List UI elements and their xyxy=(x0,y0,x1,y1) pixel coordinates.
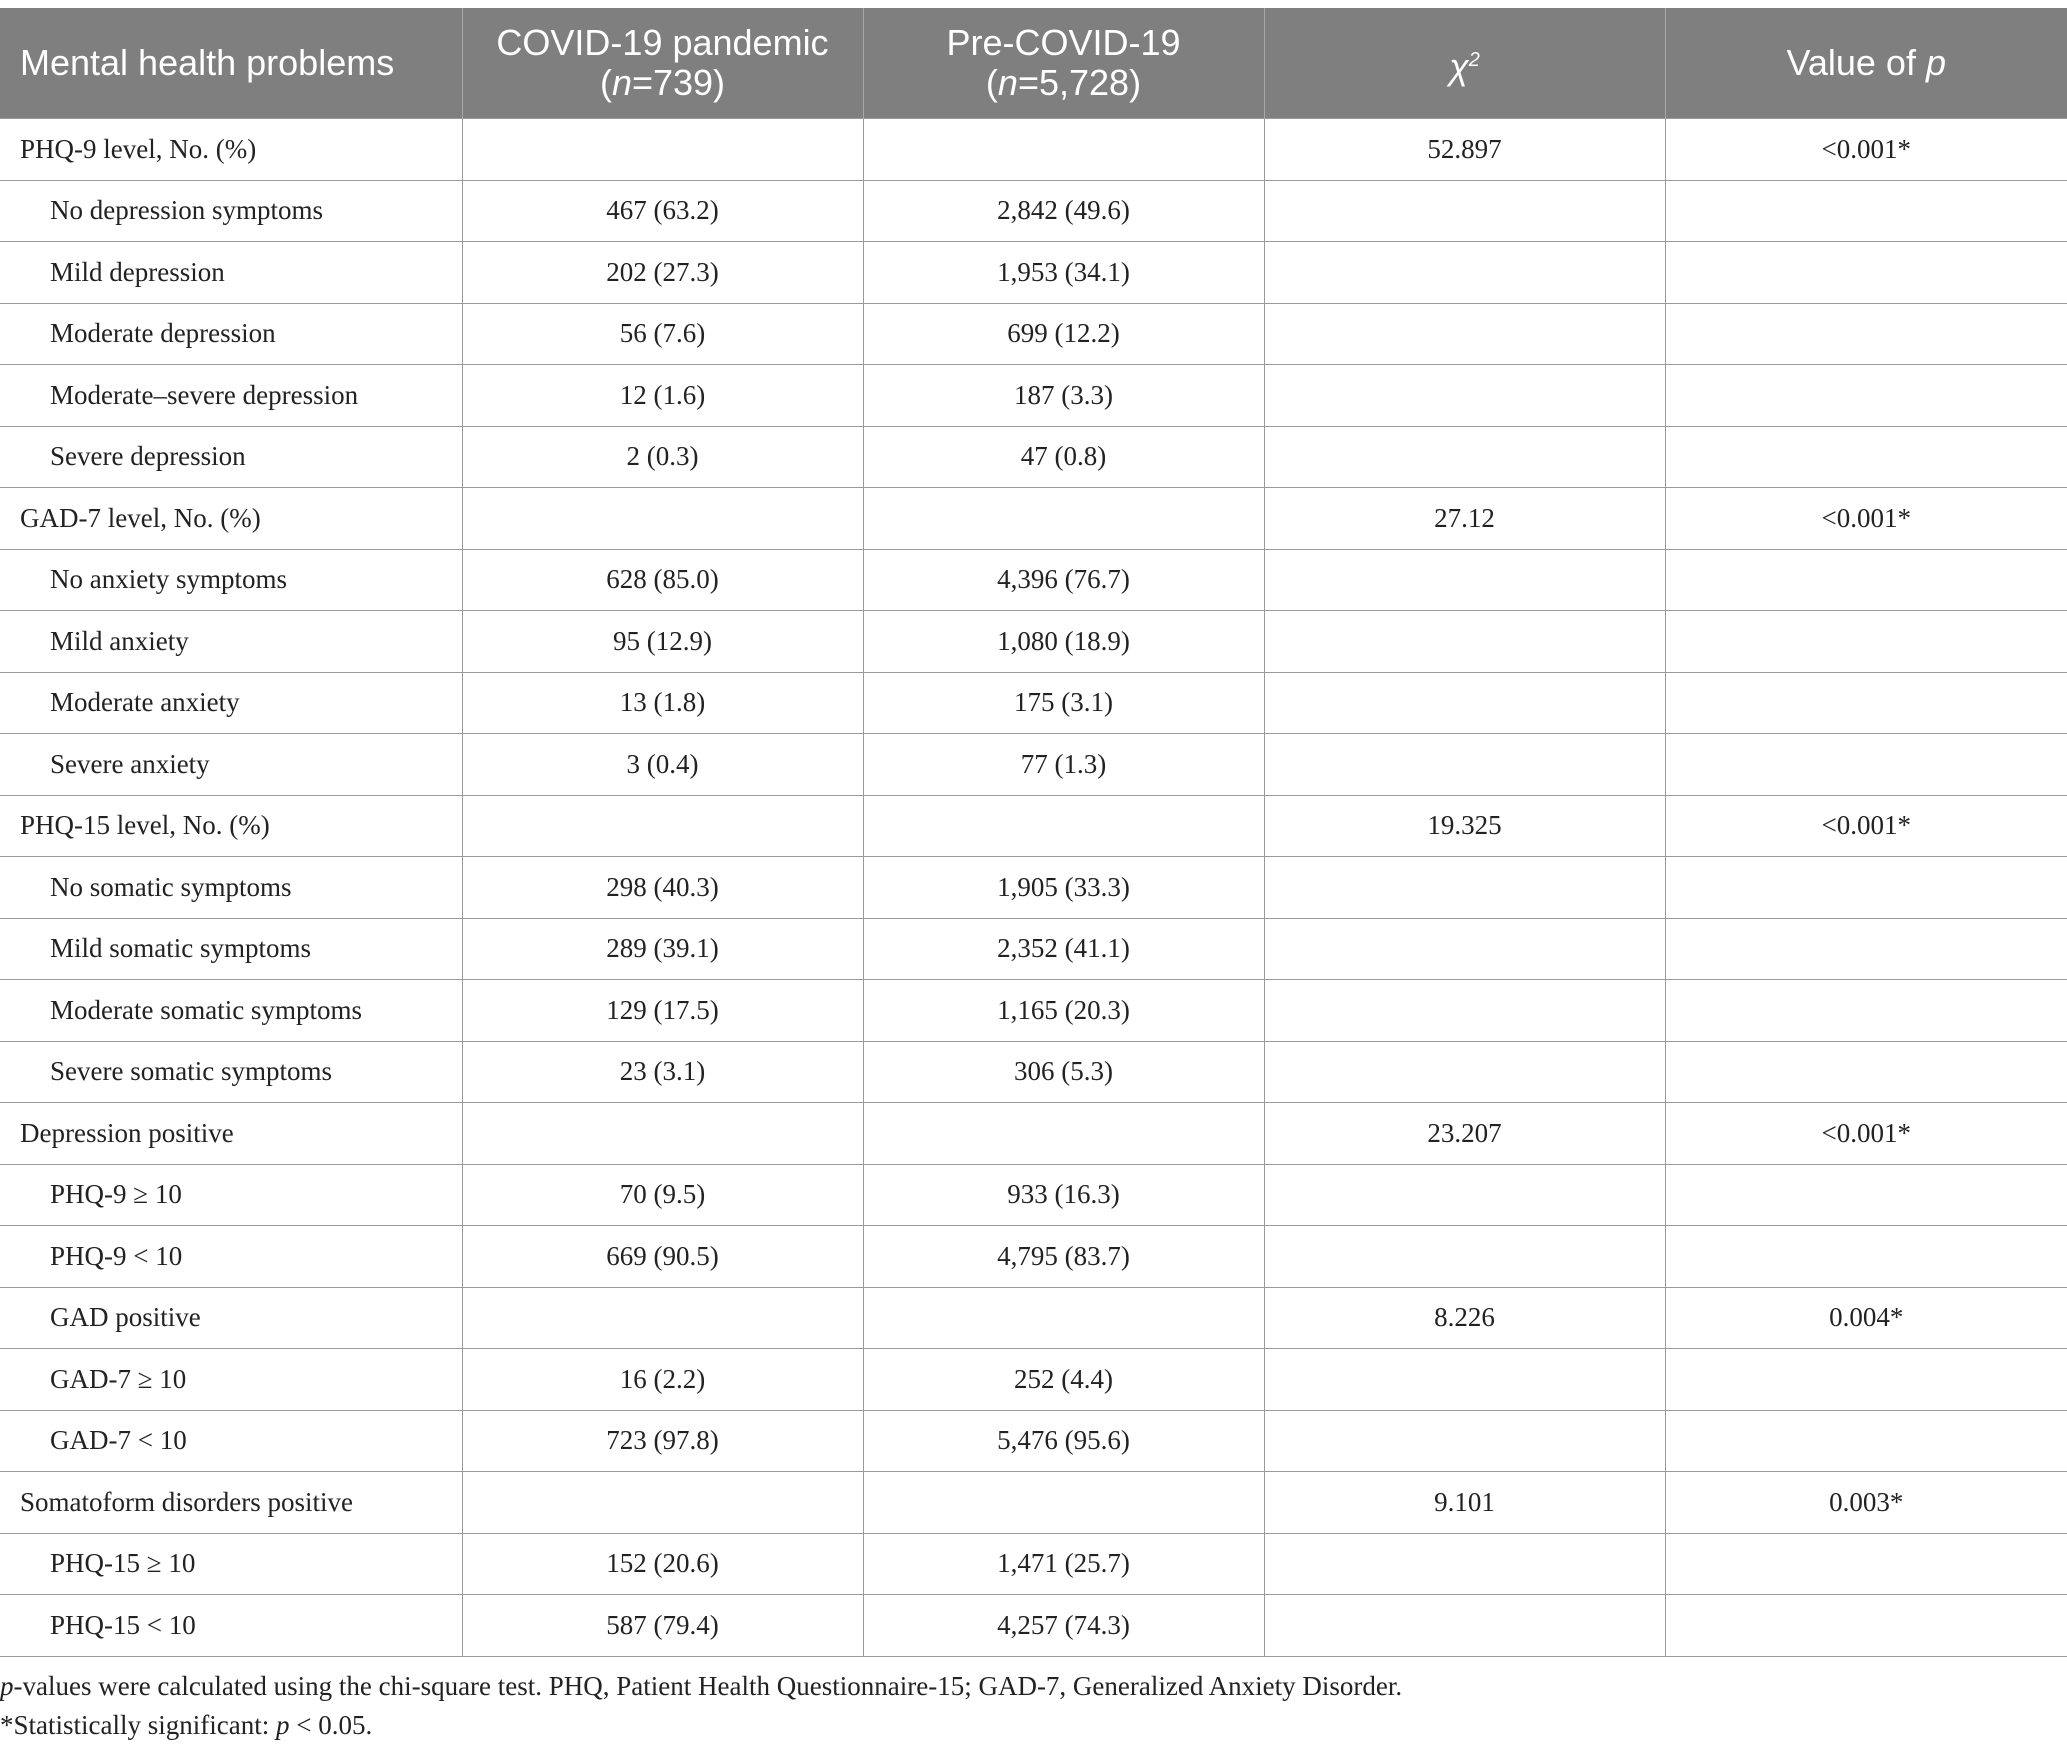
pre-covid-value: 77 (1.3) xyxy=(863,734,1264,796)
p-value: 0.003* xyxy=(1665,1472,2067,1534)
table-row xyxy=(0,119,2067,181)
chi-square-value xyxy=(1264,1226,1665,1288)
header-mental-health-problems: Mental health problems xyxy=(0,8,462,119)
chi-square-value: 9.101 xyxy=(1264,1472,1665,1534)
row-label: PHQ-9 < 10 xyxy=(0,1226,462,1288)
pre-covid-value: 4,257 (74.3) xyxy=(863,1595,1264,1657)
p-value: <0.001* xyxy=(1665,1103,2067,1165)
covid-value: 467 (63.2) xyxy=(462,180,863,242)
chi-square-value xyxy=(1264,180,1665,242)
table-row xyxy=(0,1103,2067,1165)
table-row xyxy=(0,1472,2067,1534)
table-body xyxy=(0,119,2067,1657)
table-row xyxy=(0,1533,2067,1595)
p-value xyxy=(1665,426,2067,488)
pre-covid-value: 2,352 (41.1) xyxy=(863,918,1264,980)
row-label: Mild somatic symptoms xyxy=(0,918,462,980)
p-value: 0.004* xyxy=(1665,1287,2067,1349)
row-label: Depression positive xyxy=(0,1103,462,1165)
pre-covid-value: 4,396 (76.7) xyxy=(863,549,1264,611)
table-row xyxy=(0,1041,2067,1103)
p-value xyxy=(1665,1410,2067,1472)
row-label: Severe depression xyxy=(0,426,462,488)
pre-covid-value: 1,471 (25.7) xyxy=(863,1533,1264,1595)
header-covid-title: COVID-19 pandemic xyxy=(496,22,829,63)
table-row xyxy=(0,1349,2067,1411)
chi-square-value xyxy=(1264,1164,1665,1226)
chi-square-value xyxy=(1264,365,1665,427)
pre-covid-value: 175 (3.1) xyxy=(863,672,1264,734)
covid-value: 56 (7.6) xyxy=(462,303,863,365)
pre-covid-value xyxy=(863,119,1264,181)
pre-covid-value xyxy=(863,795,1264,857)
header-covid-pandemic xyxy=(462,8,863,119)
table-row xyxy=(0,795,2067,857)
p-value xyxy=(1665,734,2067,796)
table-row xyxy=(0,242,2067,304)
header-p-value: Value of p xyxy=(1665,8,2067,119)
chi-square-value xyxy=(1264,1410,1665,1472)
covid-value: 289 (39.1) xyxy=(462,918,863,980)
covid-value: 298 (40.3) xyxy=(462,857,863,919)
pre-covid-value: 1,905 (33.3) xyxy=(863,857,1264,919)
pre-covid-value: 252 (4.4) xyxy=(863,1349,1264,1411)
header-chi-square xyxy=(1264,8,1665,119)
pre-covid-value: 1,165 (20.3) xyxy=(863,980,1264,1042)
row-label: PHQ-15 ≥ 10 xyxy=(0,1533,462,1595)
row-label: GAD-7 ≥ 10 xyxy=(0,1349,462,1411)
pre-covid-value xyxy=(863,1287,1264,1349)
covid-value xyxy=(462,1103,863,1165)
covid-value: 95 (12.9) xyxy=(462,611,863,673)
covid-value: 152 (20.6) xyxy=(462,1533,863,1595)
pre-covid-value: 1,080 (18.9) xyxy=(863,611,1264,673)
pre-covid-value: 2,842 (49.6) xyxy=(863,180,1264,242)
chi-square-value xyxy=(1264,857,1665,919)
p-value xyxy=(1665,365,2067,427)
table-row xyxy=(0,1287,2067,1349)
covid-value: 202 (27.3) xyxy=(462,242,863,304)
p-value xyxy=(1665,1226,2067,1288)
p-value xyxy=(1665,303,2067,365)
covid-value: 70 (9.5) xyxy=(462,1164,863,1226)
chi-square-value xyxy=(1264,918,1665,980)
row-label: Moderate depression xyxy=(0,303,462,365)
pre-covid-value: 5,476 (95.6) xyxy=(863,1410,1264,1472)
header-covid-n: (n=739) xyxy=(599,62,726,103)
chi-square-value xyxy=(1264,1041,1665,1103)
table-row xyxy=(0,303,2067,365)
p-value xyxy=(1665,180,2067,242)
footnote-significance: *Statistically significant: p < 0.05. xyxy=(0,1710,373,1740)
header-pre-covid-n: (n=5,728) xyxy=(985,62,1142,103)
table-row xyxy=(0,672,2067,734)
covid-value xyxy=(462,1287,863,1349)
covid-value xyxy=(462,1472,863,1534)
row-label: GAD-7 level, No. (%) xyxy=(0,488,462,550)
p-value xyxy=(1665,611,2067,673)
p-value xyxy=(1665,1349,2067,1411)
covid-value: 13 (1.8) xyxy=(462,672,863,734)
row-label: GAD positive xyxy=(0,1287,462,1349)
row-label: Mild anxiety xyxy=(0,611,462,673)
row-label: No somatic symptoms xyxy=(0,857,462,919)
table-row xyxy=(0,549,2067,611)
pre-covid-value: 933 (16.3) xyxy=(863,1164,1264,1226)
row-label: Moderate–severe depression xyxy=(0,365,462,427)
header-pre-covid xyxy=(863,8,1264,119)
chi-square-value xyxy=(1264,734,1665,796)
table-row xyxy=(0,1226,2067,1288)
chi-superscript: 2 xyxy=(1468,48,1480,71)
p-value xyxy=(1665,1164,2067,1226)
table-row xyxy=(0,426,2067,488)
chi-square-value xyxy=(1264,426,1665,488)
row-label: Severe somatic symptoms xyxy=(0,1041,462,1103)
pre-covid-value: 47 (0.8) xyxy=(863,426,1264,488)
row-label: Severe anxiety xyxy=(0,734,462,796)
row-label: GAD-7 < 10 xyxy=(0,1410,462,1472)
chi-symbol: χ xyxy=(1449,45,1469,87)
table-row xyxy=(0,1410,2067,1472)
row-label: Somatoform disorders positive xyxy=(0,1472,462,1534)
chi-square-value xyxy=(1264,1595,1665,1657)
table-row xyxy=(0,734,2067,796)
chi-square-value xyxy=(1264,1533,1665,1595)
chi-square-value: 52.897 xyxy=(1264,119,1665,181)
p-value: <0.001* xyxy=(1665,795,2067,857)
row-label: No anxiety symptoms xyxy=(0,549,462,611)
p-value xyxy=(1665,1533,2067,1595)
covid-value xyxy=(462,795,863,857)
row-label: Moderate somatic symptoms xyxy=(0,980,462,1042)
p-value xyxy=(1665,918,2067,980)
table-row xyxy=(0,857,2067,919)
covid-value: 669 (90.5) xyxy=(462,1226,863,1288)
chi-square-value: 27.12 xyxy=(1264,488,1665,550)
table-row xyxy=(0,1595,2067,1657)
row-label: Mild depression xyxy=(0,242,462,304)
pre-covid-value: 4,795 (83.7) xyxy=(863,1226,1264,1288)
pre-covid-value: 187 (3.3) xyxy=(863,365,1264,427)
chi-square-value xyxy=(1264,1349,1665,1411)
covid-value: 628 (85.0) xyxy=(462,549,863,611)
p-value xyxy=(1665,857,2067,919)
pre-covid-value xyxy=(863,1472,1264,1534)
covid-value: 23 (3.1) xyxy=(462,1041,863,1103)
chi-square-value: 19.325 xyxy=(1264,795,1665,857)
pre-covid-value xyxy=(863,488,1264,550)
row-label: PHQ-9 ≥ 10 xyxy=(0,1164,462,1226)
table-row xyxy=(0,180,2067,242)
p-value xyxy=(1665,242,2067,304)
p-value xyxy=(1665,549,2067,611)
table-row xyxy=(0,1164,2067,1226)
p-value xyxy=(1665,1041,2067,1103)
results-table xyxy=(0,8,2067,1657)
chi-square-value xyxy=(1264,980,1665,1042)
chi-square-value xyxy=(1264,611,1665,673)
row-label: Moderate anxiety xyxy=(0,672,462,734)
table-row xyxy=(0,918,2067,980)
pre-covid-value: 1,953 (34.1) xyxy=(863,242,1264,304)
p-value xyxy=(1665,672,2067,734)
covid-value xyxy=(462,488,863,550)
row-label: No depression symptoms xyxy=(0,180,462,242)
row-label: PHQ-15 level, No. (%) xyxy=(0,795,462,857)
covid-value: 129 (17.5) xyxy=(462,980,863,1042)
chi-square-value: 23.207 xyxy=(1264,1103,1665,1165)
table-row xyxy=(0,611,2067,673)
row-label: PHQ-15 < 10 xyxy=(0,1595,462,1657)
p-value xyxy=(1665,980,2067,1042)
chi-square-value xyxy=(1264,242,1665,304)
covid-value: 723 (97.8) xyxy=(462,1410,863,1472)
table-row xyxy=(0,365,2067,427)
table-row xyxy=(0,980,2067,1042)
covid-value: 16 (2.2) xyxy=(462,1349,863,1411)
chi-square-value xyxy=(1264,303,1665,365)
header-pre-covid-title: Pre-COVID-19 xyxy=(946,22,1181,63)
covid-value: 3 (0.4) xyxy=(462,734,863,796)
covid-value: 2 (0.3) xyxy=(462,426,863,488)
row-label: PHQ-9 level, No. (%) xyxy=(0,119,462,181)
covid-value xyxy=(462,119,863,181)
chi-square-value xyxy=(1264,549,1665,611)
footnote-method: p-values were calculated using the chi-square test. PHQ, Patient Health Questionnaire-15; GAD-7, Generalized Anxiety Disorder. xyxy=(0,1671,1403,1701)
pre-covid-value: 699 (12.2) xyxy=(863,303,1264,365)
p-value xyxy=(1665,1595,2067,1657)
covid-value: 12 (1.6) xyxy=(462,365,863,427)
table-row xyxy=(0,488,2067,550)
covid-value: 587 (79.4) xyxy=(462,1595,863,1657)
p-value: <0.001* xyxy=(1665,119,2067,181)
p-value: <0.001* xyxy=(1665,488,2067,550)
chi-square-value: 8.226 xyxy=(1264,1287,1665,1349)
pre-covid-value: 306 (5.3) xyxy=(863,1041,1264,1103)
header-row xyxy=(0,8,2067,119)
chi-square-value xyxy=(1264,672,1665,734)
pre-covid-value xyxy=(863,1103,1264,1165)
